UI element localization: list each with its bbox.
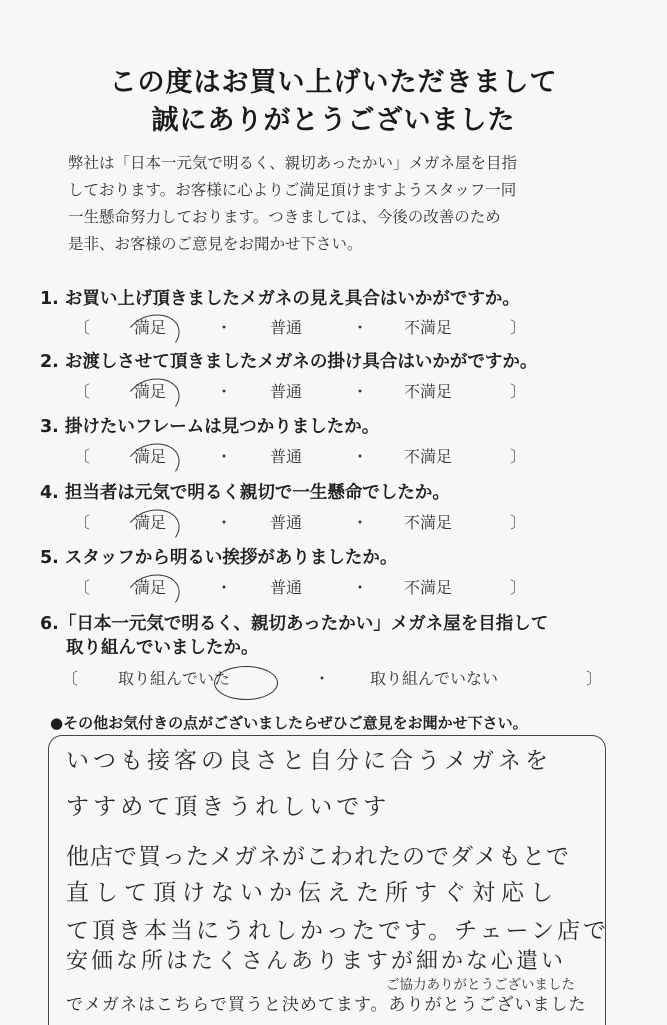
bracket-open: 〔 <box>74 513 91 532</box>
question-1: 1. お買い上げ頂きましたメガネの見え具合はいかがですか。 <box>40 289 520 309</box>
option-satisfied[interactable]: 満足 <box>134 447 167 466</box>
option-dissatisfied[interactable]: 不満足 <box>404 447 453 466</box>
bracket-open: 〔 <box>74 318 91 337</box>
option-dissatisfied[interactable]: 不満足 <box>404 578 453 597</box>
intro-line-3: 一生懸命努力しております。つきましては、今後の改善のため <box>68 208 501 226</box>
option-satisfied[interactable]: 満足 <box>134 382 167 401</box>
bracket-close: 〕 <box>510 318 527 337</box>
printed-thanks: ご協力ありがとうございました <box>386 977 575 993</box>
bracket-open: 〔 <box>62 669 79 688</box>
bracket-close: 〕 <box>510 447 527 466</box>
option-normal[interactable]: 普通 <box>270 318 303 337</box>
option-normal[interactable]: 普通 <box>270 513 303 532</box>
separator-dot: ・ <box>352 578 369 597</box>
bracket-close: 〕 <box>586 669 603 688</box>
page-title-line1: この度はお買い上げいただきまして <box>109 67 558 98</box>
bracket-open: 〔 <box>74 578 91 597</box>
option-normal[interactable]: 普通 <box>270 578 303 597</box>
question-5-options <box>74 575 527 601</box>
option-yes[interactable]: 取り組んでいた <box>118 669 231 688</box>
separator-dot: ・ <box>216 578 233 597</box>
comment-line-2: すすめて頂きうれしいです <box>66 794 391 820</box>
comment-line-3: 他店で買ったメガネがこわれたのでダメもとで <box>66 844 570 870</box>
separator-dot: ・ <box>216 447 233 466</box>
separator-dot: ・ <box>352 382 369 401</box>
option-dissatisfied[interactable]: 不満足 <box>404 382 453 401</box>
bracket-close: 〕 <box>510 578 527 597</box>
comment-line-6: 安価な所はたくさんありますが細かな心遣い <box>66 949 567 974</box>
question-3: 3. 掛けたいフレームは見つかりましたか。 <box>40 417 380 437</box>
intro-line-2: しております。お客様に心よりご満足頂けますようスタッフ一同 <box>68 181 517 199</box>
bracket-open: 〔 <box>74 447 91 466</box>
question-4: 4. 担当者は元気で明るく親切で一生懸命でしたか。 <box>40 483 450 503</box>
question-3-options <box>74 444 527 470</box>
separator-dot: ・ <box>216 318 233 337</box>
selection-circle <box>214 666 278 700</box>
option-satisfied[interactable]: 満足 <box>134 578 167 597</box>
intro-line-1: 弊社は「日本一元気で明るく、親切あったかい」メガネ屋を目指 <box>68 154 518 172</box>
separator-dot: ・ <box>352 318 369 337</box>
question-2: 2. お渡しさせて頂きましたメガネの掛け具合はいかがですか。 <box>40 352 538 372</box>
question-5: 5. スタッフから明るい挨拶がありましたか。 <box>40 548 398 568</box>
comment-line-5: て頂き本当にうれしかったです。チェーン店で <box>66 918 610 944</box>
separator-dot: ・ <box>216 513 233 532</box>
option-normal[interactable]: 普通 <box>270 447 303 466</box>
separator-dot: ・ <box>314 669 331 688</box>
bracket-close: 〕 <box>510 382 527 401</box>
bracket-close: 〕 <box>510 513 527 532</box>
question-1-options <box>74 315 527 341</box>
separator-dot: ・ <box>216 382 233 401</box>
question-6-line2: 取り組んでいましたか。 <box>66 638 259 658</box>
option-normal[interactable]: 普通 <box>270 382 303 401</box>
option-satisfied[interactable]: 満足 <box>134 318 167 337</box>
option-dissatisfied[interactable]: 不満足 <box>404 513 453 532</box>
page-title-line2: 誠にありがとうございました <box>151 105 516 136</box>
option-dissatisfied[interactable]: 不満足 <box>404 318 453 337</box>
separator-dot: ・ <box>352 513 369 532</box>
comment-line-1: いつも接客の良さと自分に合うメガネを <box>66 748 552 774</box>
option-no[interactable]: 取り組んでいない <box>370 669 499 688</box>
question-4-options <box>74 510 527 536</box>
intro-line-4: 是非、お客様のご意見をお聞かせ下さい。 <box>68 235 363 253</box>
comment-line-4: 直して頂けないか伝えた所すぐ対応し <box>66 880 559 906</box>
question-6-line1: 6.「日本一元気で明るく、親切あったかい」メガネ屋を目指して <box>40 614 549 634</box>
comments-heading: ●その他お気付きの点がございましたらぜひご意見をお聞かせ下さい。 <box>50 714 528 732</box>
bracket-open: 〔 <box>74 382 91 401</box>
question-6-options <box>62 666 602 692</box>
question-2-options <box>74 379 527 405</box>
separator-dot: ・ <box>352 447 369 466</box>
comment-line-7: でメガネはこちらで買うと決めてます。ありがとうございました <box>66 995 587 1015</box>
option-satisfied[interactable]: 満足 <box>134 513 167 532</box>
